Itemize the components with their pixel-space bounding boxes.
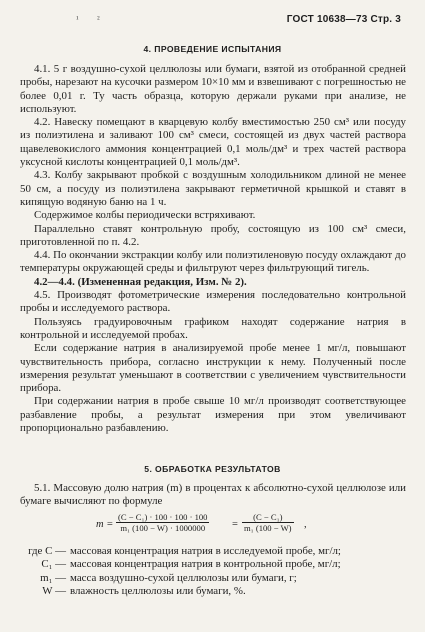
para-4-3-shake: Содержимое колбы периодически встряхивают. bbox=[34, 209, 256, 222]
para-4-1: 4.1. 5 г воздушно-сухой целлюлозы или бумаги, взятой из отобранной средней пробы, нарезают на кусочки размером 10×10 мм и взвешивают с погрешностью не более 0,01 г. Ту часть образца, которую держали руками при анализе, не используют. bbox=[20, 63, 406, 115]
formula-denominator-2: m₁ (100 − W) bbox=[244, 523, 292, 533]
para-4-3-control: Параллельно ставят контрольную пробу, состоящую из 100 см³ смеси, приготовленной по п. 4.2. bbox=[20, 222, 406, 248]
formula-fraction-1 bbox=[116, 512, 209, 533]
section-5-title: 5. ОБРАБОТКА РЕЗУЛЬТАТОВ bbox=[144, 464, 281, 474]
standard-number: ГОСТ 10638—73 Стр. 3 bbox=[286, 14, 401, 25]
para-4-3: 4.3. Колбу закрывают пробкой с воздушным холодильником длиной не менее 50 см, а посуду из полиэтилена закрывают герметичной крышкой и ставят в кипящую водяную баню на 1 ч. bbox=[20, 169, 406, 208]
section-4-body bbox=[20, 63, 406, 435]
formula-numerator-2: (C − C₁) bbox=[242, 512, 294, 523]
definition-row bbox=[20, 558, 410, 571]
definition-symbol: m₁ — bbox=[40, 571, 66, 584]
definition-text: влажность целлюлозы или бумаги, %. bbox=[70, 584, 246, 597]
definition-symbol: W — bbox=[42, 584, 66, 597]
para-4-4: 4.4. По окончании экстракции колбу или полиэтиленовую посуду охлаждают до температуры окружающей среды и фильтруют через фильтрующий тигель. bbox=[20, 249, 406, 275]
para-5-1: 5.1. Массовую долю натрия (m) в процентах к абсолютно-сухой целлюлозе или бумаге вычисляют по формуле bbox=[20, 482, 406, 508]
formula-fraction-2 bbox=[242, 512, 294, 533]
formula-denominator-1: m₁ (100 − W) · 1000000 bbox=[120, 523, 206, 533]
definition-row bbox=[20, 545, 410, 558]
section-4-title: 4. ПРОВЕДЕНИЕ ИСПЫТАНИЯ bbox=[143, 44, 282, 54]
variable-definitions bbox=[20, 545, 410, 598]
formula-lhs: m = bbox=[96, 519, 114, 530]
definition-row bbox=[20, 572, 410, 585]
para-4-5: 4.5. Производят фотометрические измерения последовательно контрольной пробы и исследуемого раствора. bbox=[20, 289, 406, 315]
formula-equals: = bbox=[232, 519, 238, 530]
formula-numerator-1: (C − C₁) · 100 · 100 · 100 bbox=[118, 512, 208, 522]
definition-text: массовая концентрация натрия в контрольной пробе, мг/л; bbox=[70, 558, 341, 571]
definition-text: массовая концентрация натрия в исследуемой пробе, мг/л; bbox=[70, 545, 341, 557]
formula-comma: , bbox=[304, 519, 307, 530]
para-4-2: 4.2. Навеску помещают в кварцевую колбу вместимостью 250 см³ или посуду из полиэтилена и заливают 100 см³ смеси, состоящей из двух частей раствора щавелевокислого аммония концентрацией 0,1 моль/дм³ и трех частей раствора уксусной кислоты концентрацией 0,1 моль/дм³. bbox=[20, 116, 406, 169]
definition-symbol: где C — bbox=[28, 545, 66, 557]
amendment-note: 4.2—4.4. (Измененная редакция, Изм. № 2). bbox=[34, 275, 247, 288]
definition-text: масса воздушно-сухой целлюлозы или бумаги, г; bbox=[70, 571, 297, 584]
definition-row bbox=[20, 585, 410, 598]
section-5-body bbox=[20, 482, 406, 509]
page-header bbox=[0, 14, 425, 30]
sodium-formula bbox=[96, 512, 336, 538]
para-4-5-high: При содержании натрия в пробе свыше 10 мг/л производят соответствующее разбавление пробы, а результат измерения при этом увеличивают пропорционально разбавлению. bbox=[20, 395, 406, 435]
margin-marks: ¹ ² bbox=[76, 14, 108, 24]
para-4-5-graph: Пользуясь градуировочным графиком находят содержание натрия в контрольной и исследуемой пробах. bbox=[20, 315, 406, 341]
para-4-5-low: Если содержание натрия в анализируемой пробе менее 1 мг/л, повышают чувствительность прибора, согласно инструкции к нему. Полученный после измерения результат уменьшают в соответствии с увеличением чувствительности прибора. bbox=[20, 342, 406, 395]
definition-symbol: C₁ — bbox=[41, 558, 66, 571]
